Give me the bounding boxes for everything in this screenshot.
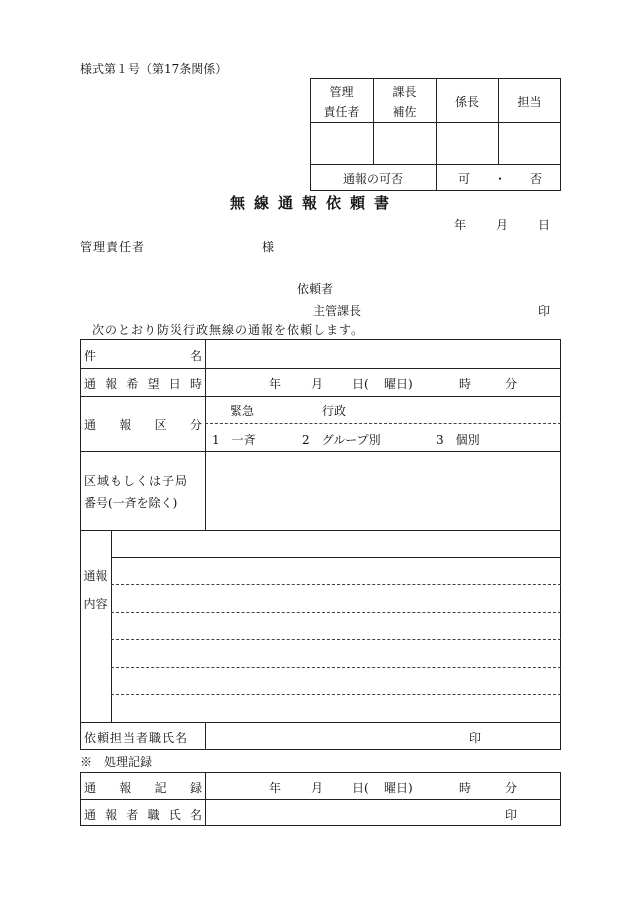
table-row-divider xyxy=(80,396,561,397)
approval-header-staff: 担当 xyxy=(517,95,542,109)
category-scope-group: 2 グループ別 xyxy=(302,433,381,447)
approval-header-manager: 管理 責任者 xyxy=(323,85,360,119)
reporter-seal: 印 xyxy=(505,808,518,822)
table-column-divider xyxy=(205,722,206,750)
date-day: 日 xyxy=(538,218,551,232)
desired-year: 年 xyxy=(269,377,282,391)
table-row-divider xyxy=(80,722,561,723)
person-seal: 印 xyxy=(469,731,482,745)
addressee-role: 管理責任者 xyxy=(80,240,146,254)
desired-day: 日( xyxy=(352,377,369,391)
content-line xyxy=(111,694,561,695)
table-row-divider xyxy=(80,451,561,452)
content-label: 通報内容 xyxy=(83,569,108,611)
content-line xyxy=(111,639,561,640)
record-hour: 時 xyxy=(459,781,472,795)
record-minute: 分 xyxy=(505,781,518,795)
category-label: 通報区分 xyxy=(84,418,202,432)
desired-minute: 分 xyxy=(505,377,518,391)
addressee-honorific: 様 xyxy=(262,240,275,254)
desired-datetime-label: 通報希望日時 xyxy=(84,377,202,391)
date-month: 月 xyxy=(496,218,509,232)
category-type-emergency: 緊急 xyxy=(230,404,255,418)
requester-label: 依頼者 xyxy=(297,282,334,296)
person-label: 依頼担当者職氏名 xyxy=(84,731,189,745)
notify-option-separator: ・ xyxy=(494,172,507,186)
content-line xyxy=(111,584,561,585)
form-number: 様式第１号（第17条関係） xyxy=(80,62,228,76)
record-day: 日( xyxy=(352,781,369,795)
notify-label: 通報の可否 xyxy=(342,172,403,186)
content-line xyxy=(111,557,561,558)
approval-header-section-chief: 係長 xyxy=(454,95,479,109)
area-label-line-1: 区域もしくは子局 xyxy=(84,474,189,488)
notify-option-yes: 可 xyxy=(458,172,471,186)
content-line xyxy=(111,612,561,613)
approval-divider xyxy=(498,78,499,164)
content-line xyxy=(111,667,561,668)
category-dashed-divider xyxy=(205,423,561,424)
processing-heading: ※ 処理記録 xyxy=(80,755,153,769)
approval-header-assistant-chief: 課長 補佐 xyxy=(392,85,417,119)
table-row-divider xyxy=(80,368,561,369)
category-type-administrative: 行政 xyxy=(322,404,347,418)
requester-section-chief: 主管課長 xyxy=(313,304,362,318)
reporter-label: 通報者職氏名 xyxy=(84,808,202,822)
area-label-line-2: 番号(一斉を除く) xyxy=(84,496,178,510)
record-month: 月 xyxy=(311,781,324,795)
page-title: 無線通報依頼書 xyxy=(230,194,399,212)
subject-label: 件名 xyxy=(84,349,202,363)
notify-option-no: 否 xyxy=(530,172,543,186)
category-scope-individual: 3 個別 xyxy=(436,433,480,447)
desired-hour: 時 xyxy=(459,377,472,391)
record-year: 年 xyxy=(269,781,282,795)
main-table xyxy=(80,339,561,750)
record-label: 通報記録 xyxy=(84,781,202,795)
record-weekday: 曜日) xyxy=(384,781,413,795)
table-row-divider xyxy=(80,530,561,531)
intro-text: 次のとおり防災行政無線の通報を依頼します。 xyxy=(92,323,365,337)
desired-month: 月 xyxy=(311,377,324,391)
category-scope-all: 1 一斉 xyxy=(212,433,256,447)
processing-row-divider xyxy=(80,799,561,800)
requester-seal: 印 xyxy=(538,304,551,318)
processing-column-divider xyxy=(205,772,206,826)
date-year: 年 xyxy=(454,218,467,232)
desired-weekday: 曜日) xyxy=(384,377,413,391)
